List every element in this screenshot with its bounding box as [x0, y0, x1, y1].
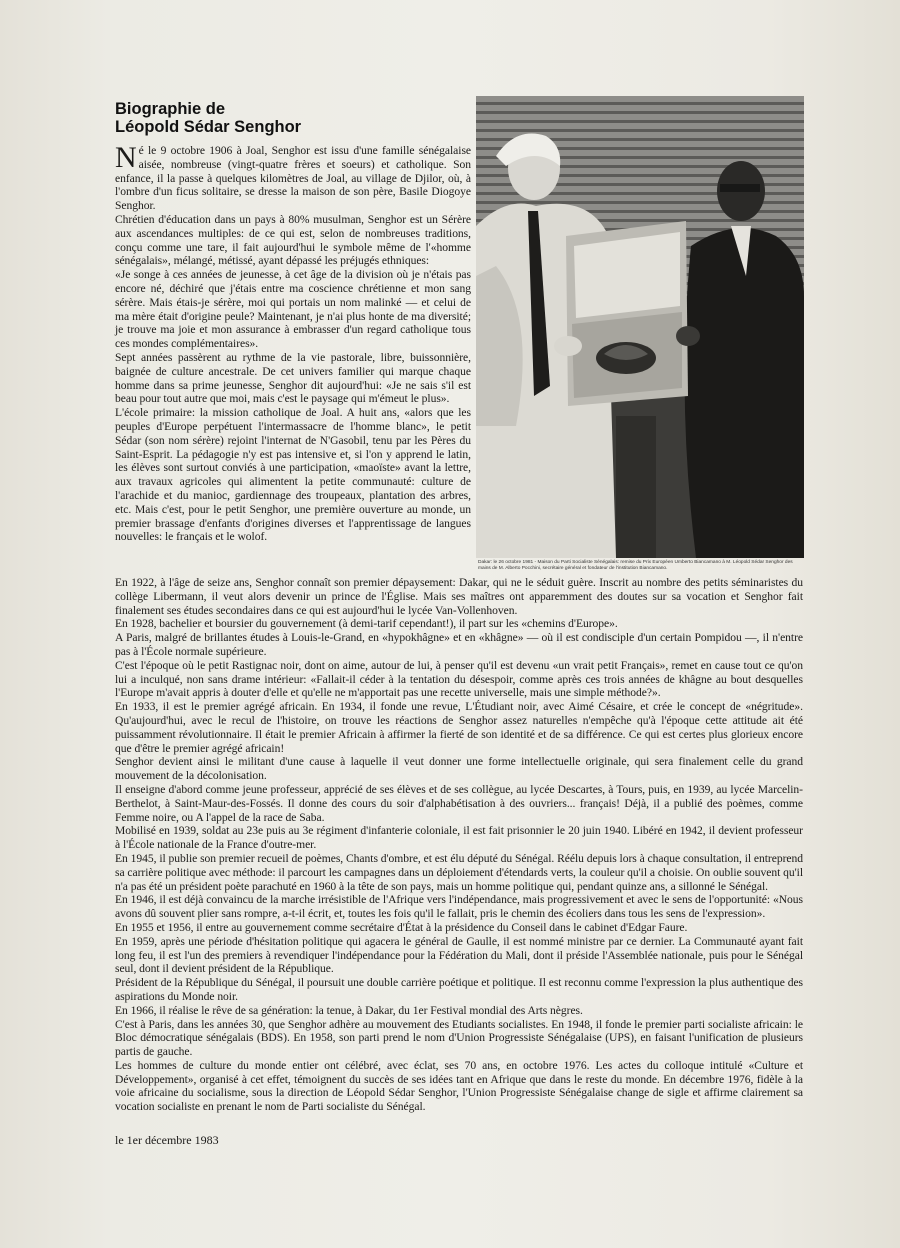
paragraph: C'est à Paris, dans les années 30, que Senghor adhère au mouvement des Etudiants socialistes. En 1948, il fonde le premier parti socialiste africain: le Bloc démocratique sénégalais (BDS). En 1958, son parti prend le nom d'Union Progressiste Sénégalaise (UPS), en faisant l'unification de plusieurs partis de gauche.: [115, 1017, 803, 1059]
paragraph: En 1945, il publie son premier recueil de poèmes, Chants d'ombre, et est élu député du Sénégal. Réélu depuis lors à chaque consultation, il entreprend sa carrière politique avec méthode: il parcourt les campagnes dans un déploiement d'étendards verts, la couleur qu'il a choisie. On oublie souvent qu'il n'a pas été un président poète parachuté en 1960 à la tête de son pays, mais un homme politique qui, pendant quinze ans, a sillonné le Sénégal.: [115, 851, 803, 893]
drop-cap: N: [115, 141, 137, 174]
paragraph: L'école primaire: la mission catholique de Joal. A huit ans, «alors que les peuples d'Europe perpétuent l'intermassacre de l'homme blanc», le petit Sédar (son nom sérère) rejoint l'internat de N'Gasobil, tenu par les Pères du Saint-Esprit. La pédagogie n'y est pas intensive et, si l'on y apprend le latin, les élèves sont surtout conviés à une participation, «maoïste» avant la lettre, aux travaux agricoles qui alimentent la petite communauté: culture de l'arachide et du manioc, gardiennage des troupeaux, plantation des arbres, etc. Mais c'est, pour le petit Senghor, une première ouverture au monde, un premier brassage d'enfants d'origines diverses et l'apprentissage de langues nouvelles: le français et le wolof.: [115, 406, 471, 544]
title-line-2: Léopold Sédar Senghor: [115, 118, 302, 136]
paragraph: Sept années passèrent au rythme de la vie pastorale, libre, buissonnière, baignée de culture ancestrale. De cet univers familier qui marque chaque homme dans sa prime jeunesse, Senghor dit aujourd'hui: «Je ne sais s'il est beau pour tout autre que moi, mais c'est le paysage qui m'émeut le plus».: [115, 350, 471, 406]
page-title: [115, 100, 465, 136]
full-width-column: [115, 576, 803, 1114]
paragraph: C'est l'époque où le petit Rastignac noir, dont on aime, autour de lui, à penser qu'il est devenu «un vrait petit Français», remet en cause tout ce qu'on lui a inculqué, non sans drame intérieur: «Fallait-il céder à la tentation du désespoir, comme après ces trois années de khâgne au bout desquelles l'Europe m'avait appris à douter d'elle et qu'elle ne m'apportait pas une recette universelle, mais une simple méthode?».: [115, 658, 803, 700]
paragraph: Il enseigne d'abord comme jeune professeur, apprécié de ses élèves et de ses collègue, au lycée Descartes, à Tours, puis, en 1939, au lycée Marcelin-Berthelot, à Saint-Maur-des-Fossés. Il donne des cours du soir d'alphabétisation à des ouvriers... français! Déjà, il a publié des poèmes, comme Femme noire, ou A l'appel de la race de Saba.: [115, 782, 803, 824]
photo-caption: Dakar: le 26 octobre 1981 - Maison du Parti Socialiste Sénégalais: remise du Prix Européen Umberto Biancamano à M. Léopold Sédar Senghor des mains de M. Alberto Pocchini, secrétaire général et fondateur de l'institution Biancamano.: [478, 560, 793, 571]
paragraph: Président de la République du Sénégal, il poursuit une double carrière poétique et politique. Il est reconnu comme l'expression la plus authentique des aspirations du Monde noir.: [115, 976, 803, 1003]
paragraph: En 1966, il réalise le rêve de sa génération: la tenue, à Dakar, du 1er Festival mondial des Arts nègres.: [115, 1003, 583, 1017]
date-line: le 1er décembre 1983: [115, 1133, 219, 1147]
senghor-award-photo: [476, 96, 804, 558]
paragraph: En 1922, à l'âge de seize ans, Senghor connaît son premier dépaysement: Dakar, qui ne le séduit guère. Inscrit au nombre des petits séminaristes du collège Libermann, il veut alors devenir un prince de l'Église. Mais ses maîtres ont apparemment des doutes sur sa vocation et Senghor fait finalement ses études secondaires dans ce qui est aujourd'hui le lycée Van-Vollenhoven.: [115, 576, 803, 617]
photo-illustration: [476, 96, 804, 558]
paragraph: Chrétien d'éducation dans un pays à 80% musulman, Senghor est un Sérère aux ascendances multiples: de ce qui est, selon de nombreuses traditions, conçu comme une tare, il fait aujourd'hui le symbole même de l'«homme sénégalais», mélangé, métissé, ayant dépassé les préjugés ethniques:: [115, 212, 471, 268]
paragraph: En 1946, il est déjà convaincu de la marche irrésistible de l'Afrique vers l'indépendance, mais progressivement et avec le sens de l'opportunité: «Nous avons dû souvent plier sans rompre, a-t-il écrit, et, toutes les fois qu'il le fallait, pris le chemin des écoliers dans tous les sens de l'expression».: [115, 893, 803, 921]
paragraph: Né le 9 octobre 1906 à Joal, Senghor est issu d'une famille sénégalaise aisée, nombreuse (vingt-quatre frères et soeurs) et catholique. Son enfance, il la passe à quelques kilomètres de Joal, au village de Djilor, où, à l'ombre d'un ficus solitaire, se dresse la maison de son père, Basile Diogoye Senghor.: [115, 141, 471, 213]
paragraph: Les hommes de culture du monde entier ont célébré, avec éclat, ses 70 ans, en octobre 1976. Les actes du colloque intitulé «Culture et Développement», organisé à cet effet, témoignent du succès de ses idées tant en Afrique que dans le reste du monde. En décembre 1976, fidèle à la voie africaine du socialisme, sous la direction de Léopold Sédar Senghor, l'Union Progressiste Sénégalaise change de sigle et affirme clairement sa vocation socialiste en prenant le nom de Parti socialiste du Sénégal.: [115, 1058, 803, 1114]
paragraph: En 1928, bachelier et boursier du gouvernement (à demi-tarif cependant!), il part sur les «chemins d'Europe».: [115, 617, 618, 631]
paragraph: Mobilisé en 1939, soldat au 23e puis au 3e régiment d'infanterie coloniale, il est fait prisonnier le 20 juin 1940. Libéré en 1942, il devient professeur à l'École nationale de la France d'outre-mer.: [115, 824, 803, 852]
lead-column: [115, 141, 471, 544]
paragraph: En 1959, après une période d'hésitation politique qui agacera le général de Gaulle, il est nommé ministre par ce dernier. La Communauté ayant fait long feu, il est l'un des premiers à revendiquer l'indépendance pour la Fédération du Mali, dont il préside l'Assemblée nationale, puis pour le Sénégal seul, dont il devient président de la République.: [115, 934, 803, 976]
paragraph: En 1933, il est le premier agrégé africain. En 1934, il fonde une revue, L'Étudiant noir, avec Aimé Césaire, et crée le concept de «négritude». Qu'aujourd'hui, avec le recul de l'histoire, on trouve les réactions de Senghor assez naturelles n'empêche qu'à l'époque cette attitude ait été puissamment révolutionnaire. Il était le premier Africain à affirmer la fierté de son identité et de sa différence. Ce qui est certes plus glorieux encore que d'être le premier agrégé africain!: [115, 700, 803, 755]
paragraph: Senghor devient ainsi le militant d'une cause à laquelle il veut donner une forme intellectuelle originale, qui sera finalement celle du grand mouvement de la décolonisation.: [115, 755, 803, 783]
paragraph: A Paris, malgré de brillantes études à Louis-le-Grand, en «hypokhâgne» et en «khâgne» — où il est condisciple d'un certain Pompidou —, il n'entre pas à l'École normale supérieure.: [115, 631, 803, 658]
paragraph: «Je songe à ces années de jeunesse, à cet âge de la division où je n'étais pas encore né, déchiré que j'étais entre ma coscience chrétienne et mon sang sérère. Mais étais-je sérère, moi qui portais un nom malinké — et celui de ma mère était d'origine peule? Maintenant, je n'ai plus honte de ma diversité; je trouve ma joie et mon assurance à embrasser d'un regard catholique tous ces mondes complémentaires».: [115, 268, 471, 351]
paragraph: En 1955 et 1956, il entre au gouvernement comme secrétaire d'État à la présidence du Conseil dans le cabinet d'Edgar Faure.: [115, 920, 688, 934]
title-line-1: Biographie de: [115, 100, 226, 118]
